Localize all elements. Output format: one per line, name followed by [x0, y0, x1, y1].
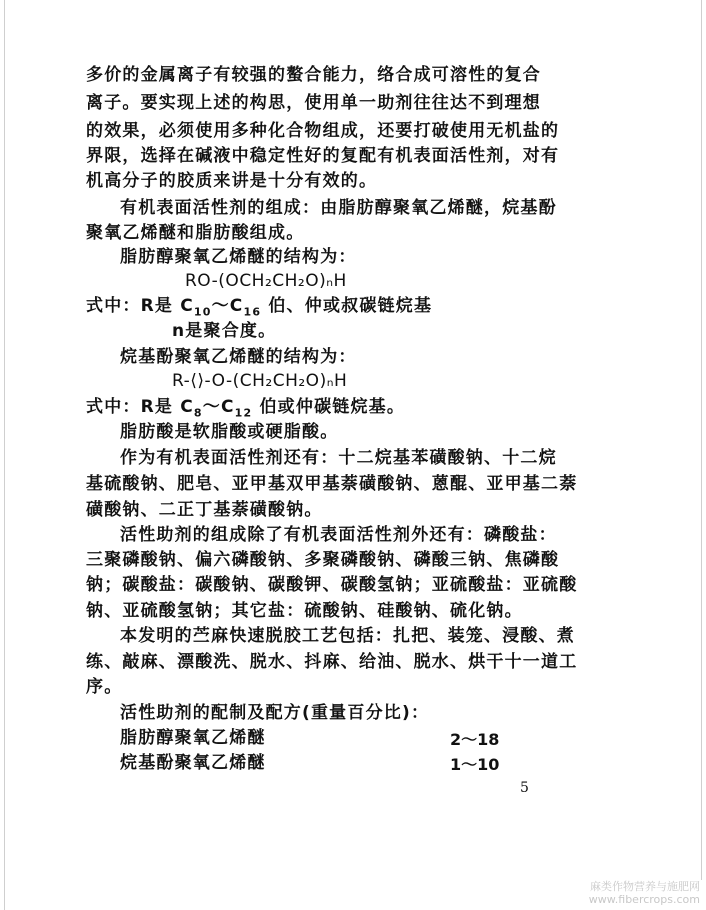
page-number: 5: [520, 780, 529, 796]
text-line-5: 机高分子的胶质来讲是十分有效的。: [86, 171, 378, 191]
text-line-7: 聚氧乙烯醚和脂肪酸组成。: [86, 223, 305, 243]
text-line-19: 钠；碳酸盐：碳酸钠、碳酸钾、碳酸氢钠；亚硫酸盐：亚硫酸: [86, 575, 578, 595]
formula-row-2-label: 烷基酚聚氧乙烯醚: [120, 753, 266, 773]
text-line-9: 式中：R是 $C_{10}\sim C_{16}$ 伯、仲或叔碳链烷基: [86, 296, 433, 319]
text-line-20: 钠、亚硫酸氢钠；其它盐：硫酸钠、硅酸钠、硫化钠。: [86, 601, 523, 621]
text-line-6: 有机表面活性剂的组成：由脂肪醇聚氧乙烯醚，烷基酚: [120, 198, 557, 218]
formula-row-2-value: 1～10: [450, 755, 500, 774]
text-line-12: 式中：R是 $C_8\sim C_{12}$ 伯或仲碳链烷基。: [86, 397, 406, 420]
text-line-1: 多价的金属离子有较强的螯合能力，络合成可溶性的复合: [86, 65, 541, 85]
formula-row-1-value: 2～18: [450, 730, 500, 749]
text-line-18: 三聚磷酸钠、偏六磷酸钠、多聚磷酸钠、磷酸三钠、焦磷酸: [86, 550, 560, 570]
text-line-4: 界限，选择在碱液中稳定性好的复配有机表面活性剂，对有: [86, 146, 560, 166]
text-line-17: 活性助剂的组成除了有机表面活性剂外还有：磷酸盐：: [120, 525, 557, 545]
watermark-url: www.fibercrops.com: [588, 893, 700, 906]
left-border: [4, 0, 5, 910]
text-line-24: 活性助剂的配制及配方(重量百分比)：: [120, 703, 430, 723]
watermark-cn: 麻类作物营养与施肥网: [590, 880, 700, 893]
text-line-2: 离子。要实现上述的构思，使用单一助剂往往达不到理想: [86, 93, 541, 113]
text-line-21: 本发明的苎麻快速脱胶工艺包括：扎把、装笼、浸酸、煮: [120, 626, 575, 646]
text-line-14: 作为有机表面活性剂还有：十二烷基苯磺酸钠、十二烷: [120, 448, 557, 468]
text-line-23: 序。: [86, 677, 123, 697]
text-line-10: n是聚合度。: [172, 321, 277, 341]
watermark: [565, 880, 700, 906]
right-border: [701, 0, 702, 880]
text-line-13: 脂肪酸是软脂酸或硬脂酸。: [120, 422, 339, 442]
text-line-3: 的效果，必须使用多种化合物组成，还要打破使用无机盐的: [86, 121, 560, 141]
text-line-16: 磺酸钠、二正丁基萘磺酸钠。: [86, 500, 323, 520]
text-line-8: 脂肪醇聚氧乙烯醚的结构为：: [120, 247, 357, 267]
text-line-22: 练、敲麻、漂酸洗、脱水、抖麻、给油、脱水、烘干十一道工: [86, 652, 578, 672]
text-line-15: 基硫酸钠、肥皂、亚甲基双甲基萘磺酸钠、蒽醌、亚甲基二萘: [86, 474, 578, 494]
text-line-11: 烷基酚聚氧乙烯醚的结构为：: [120, 347, 357, 367]
formula-row-1-label: 脂肪醇聚氧乙烯醚: [120, 728, 266, 748]
formula-fatty-alcohol: RO-(OCH₂CH₂O)ₙH: [185, 271, 347, 291]
formula-alkylphenol: R-⟨⟩-O-(CH₂CH₂O)ₙH: [172, 371, 348, 391]
